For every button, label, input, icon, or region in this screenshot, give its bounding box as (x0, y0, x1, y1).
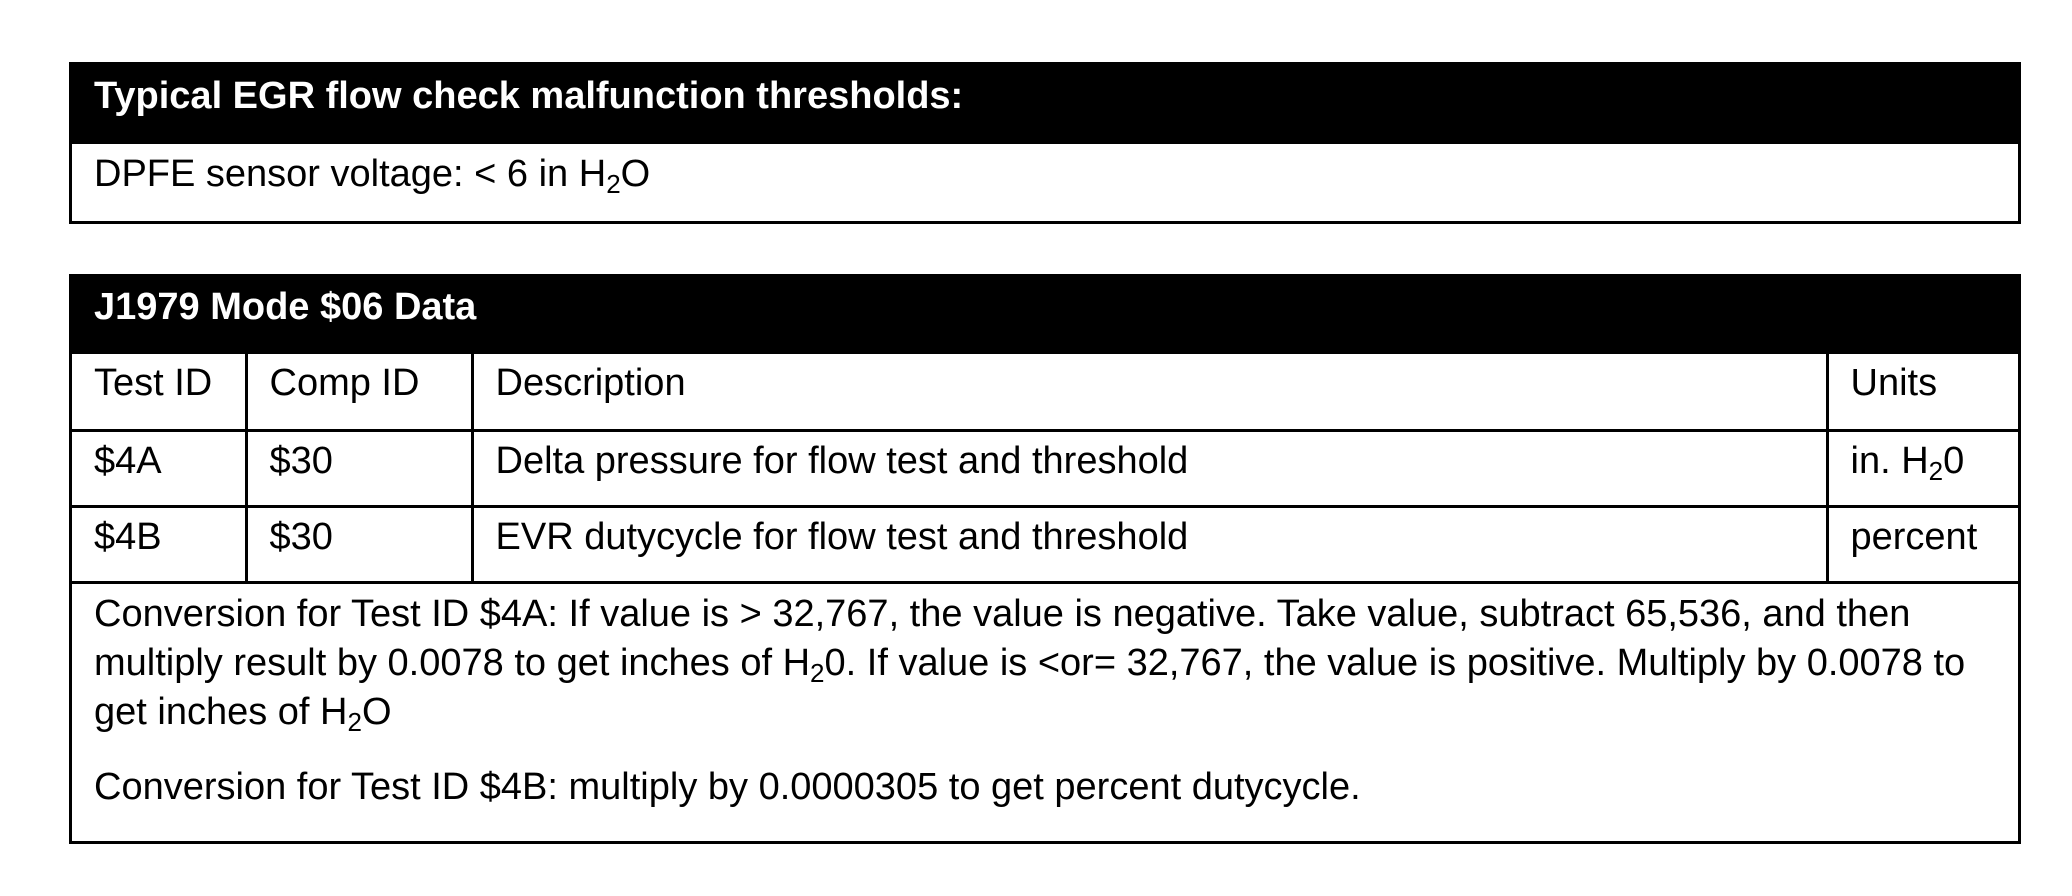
conversion-4a-part3: O (361, 690, 392, 733)
conversion-notes (72, 584, 2018, 812)
comp-id-cell: $30 (246, 506, 472, 582)
dpfe-text-suffix: O (620, 153, 651, 195)
dpfe-text-prefix: DPFE sensor voltage: < 6 in H (94, 153, 607, 195)
mode06-data-table (69, 274, 2021, 844)
comp-id-cell: $30 (246, 430, 472, 506)
units-prefix: percent (1850, 515, 1978, 558)
units-subscript: 2 (1928, 455, 1944, 486)
dpfe-subscript: 2 (606, 169, 621, 199)
table-row (72, 430, 2018, 506)
units-cell (1827, 506, 2018, 582)
mode06-header: J1979 Mode $06 Data (72, 277, 2018, 354)
conversion-4a-part1: Conversion for Test ID $4A: If value is > 32,767, the value is negative. Take value, subtract 65,536, and then multiply result by 0.0078 to get inches of H (94, 592, 1911, 684)
conversion-4a-text (94, 590, 1996, 737)
test-id-cell: $4A (72, 430, 246, 506)
conversion-4a-sub1: 2 (810, 657, 825, 688)
column-header-row (72, 354, 2018, 430)
test-id-cell: $4B (72, 506, 246, 582)
column-header-description: Description (472, 354, 1827, 430)
description-cell: Delta pressure for flow test and threshold (472, 430, 1827, 506)
conversion-4b-text: Conversion for Test ID $4B: multiply by 0.0000305 to get percent dutycycle. (94, 765, 1361, 808)
thresholds-header: Typical EGR flow check malfunction thresholds: (72, 65, 2018, 144)
units-cell (1827, 430, 2018, 506)
units-prefix: in. H (1850, 439, 1929, 482)
table-row (72, 506, 2018, 582)
column-header-units: Units (1827, 354, 2018, 430)
dpfe-threshold-text (72, 144, 2018, 221)
conversion-4a-sub2: 2 (347, 706, 362, 737)
column-header-test-id: Test ID (72, 354, 246, 430)
column-header-comp-id: Comp ID (246, 354, 472, 430)
conversion-4a-part2: 0. If value is <or= 32,767, the value is positive. Multiply by 0.0078 to get inches of H (94, 641, 1966, 733)
egr-thresholds-table (69, 62, 2021, 224)
mode06-grid (72, 354, 2018, 584)
units-suffix: 0 (1943, 439, 1965, 482)
description-cell: EVR dutycycle for flow test and threshold (472, 506, 1827, 582)
